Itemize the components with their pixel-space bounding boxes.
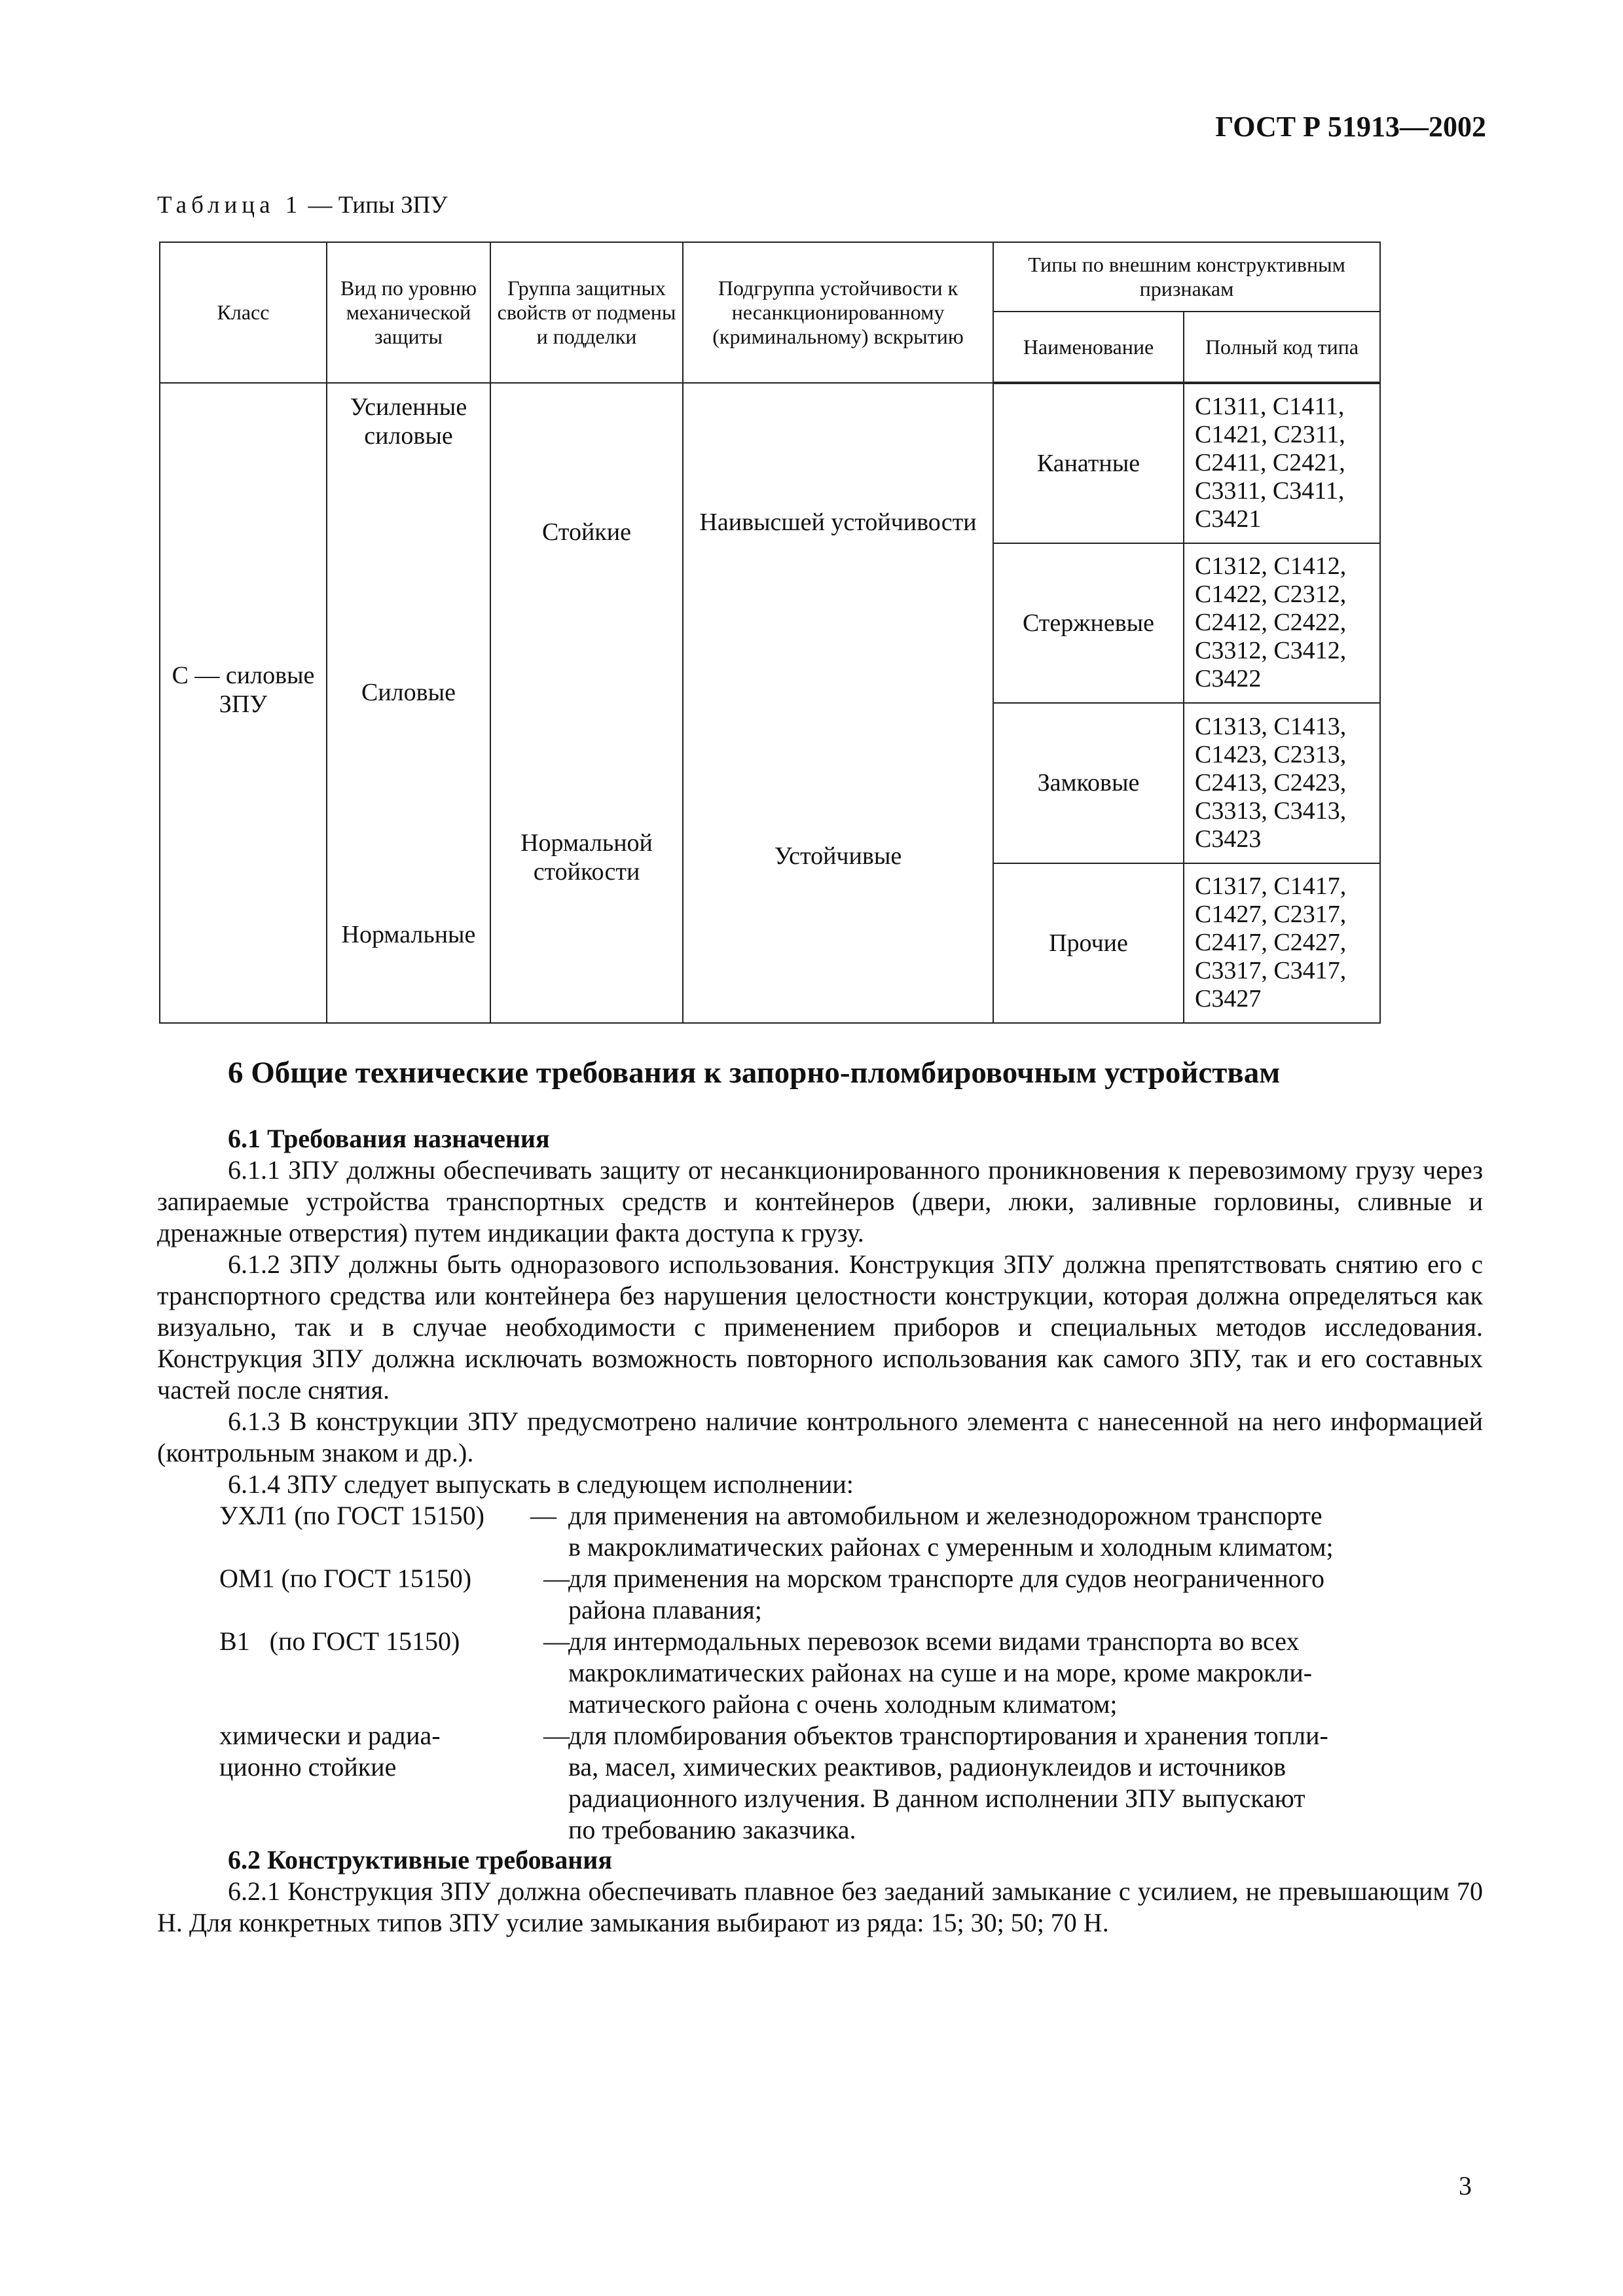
code-line: С1423, С2313, <box>1195 740 1347 768</box>
code-line: С3317, С3417, <box>1195 957 1347 985</box>
page-number: 3 <box>1459 2171 1472 2200</box>
section-title: 6 Общие технические требования к запорно-пломбировочным устройствам <box>228 1056 1281 1090</box>
paragraph-6-2-1: 6.2.1 Конструкция ЗПУ должна обеспечивать плавное без заеданий замыкание с усилием, не превышающим 70 Н. Для конкретных типов ЗПУ усилие замыкания выбирают из ряда: 15; 30; 50; 70 Н. <box>157 1876 1483 1937</box>
code-line: С2413, С2423, <box>1195 768 1347 797</box>
header-name: Наименование <box>993 312 1184 383</box>
code-line: С3312, С3412, <box>1195 637 1347 665</box>
code-line: С1313, С1413, <box>1195 712 1347 740</box>
version-dash: — <box>543 1564 570 1593</box>
code-line: С2412, С2422, <box>1195 609 1347 637</box>
paragraph-6-1-4: 6.1.4 ЗПУ следует выпускать в следующем исполнении: <box>228 1469 854 1499</box>
document-code: ГОСТ Р 51913—2002 <box>1215 111 1486 143</box>
cell-resistance-subgroup <box>683 383 993 1023</box>
version-dash: — <box>543 1626 570 1656</box>
type-codes <box>1184 543 1380 704</box>
paragraph-6-1-3: 6.1.3 В конструкции ЗПУ предусмотрено наличие контрольного элемента с нанесенной на него информацией (контрольным знаком и др.). <box>157 1407 1483 1467</box>
term-line: химически и радиа- <box>219 1721 441 1750</box>
description-line: для интермодальных перевозок всеми видами транспорта во всех <box>568 1626 1300 1656</box>
group-resistant: Стойкие <box>542 518 631 546</box>
term-line: ционно стойкие <box>219 1752 397 1782</box>
cell-protective-group <box>490 383 683 1023</box>
type-codes <box>1184 383 1380 543</box>
header-mech-protection: Вид по уровню механической защиты <box>327 242 490 383</box>
subsection-title: 6.2 Конструктивные требования <box>228 1845 612 1874</box>
code-line: С1317, С1417, <box>1195 872 1347 901</box>
version-description <box>568 1563 1485 1626</box>
type-codes <box>1184 863 1380 1024</box>
version-term: УХЛ1 (по ГОСТ 15150) <box>219 1501 484 1530</box>
description-line: для применения на автомобильном и железнодорожном транспорте <box>568 1501 1322 1530</box>
code-line: С1421, С2311, <box>1195 421 1345 449</box>
paragraph-6-1-1: 6.1.1 ЗПУ должны обеспечивать защиту от несанкционированного проникновения к перевозимому грузу через запираемые устройства транспортных средств и контейнеров (двери, люки, заливные горловины, сливные и дренажные отверстия) путем индикации факта доступа к грузу. <box>157 1155 1483 1247</box>
type-name: Стержневые <box>993 543 1184 704</box>
code-line: С3313, С3413, <box>1195 797 1347 825</box>
cell-class <box>160 383 327 1023</box>
code-line: С1422, С2312, <box>1195 581 1347 609</box>
header-protective-group: Группа защитных свойств от подмены и подделки <box>490 242 683 383</box>
description-line: для применения на морском транспорте для судов неограниченного <box>568 1564 1325 1593</box>
header-class: Класс <box>160 242 327 383</box>
type-codes <box>1184 703 1380 863</box>
code-line: С2417, С2427, <box>1195 929 1347 957</box>
header-resistance-subgroup: Подгруппа устойчивости к несанкционированному (криминальному) вскрытию <box>683 242 993 383</box>
code-line: С3423 <box>1195 825 1262 853</box>
version-description <box>568 1500 1485 1563</box>
mech-reinforced: Усиленные силовые <box>350 393 467 450</box>
code-line: С2411, С2421, <box>1195 449 1345 477</box>
code-line: С3427 <box>1195 985 1262 1013</box>
type-name: Прочие <box>993 863 1184 1024</box>
type-name: Канатные <box>993 383 1184 543</box>
mech-normal: Нормальные <box>341 921 476 948</box>
version-dash: — <box>543 1721 570 1750</box>
version-description <box>568 1626 1485 1720</box>
code-line: С1311, С1411, <box>1195 393 1345 421</box>
code-line: С3422 <box>1195 665 1262 693</box>
header-full-code: Полный код типа <box>1184 312 1380 383</box>
description-line: по требованию заказчика. <box>568 1815 856 1844</box>
zpu-types-table <box>159 242 1381 1024</box>
table-caption-prefix: Таблица 1 <box>157 192 302 219</box>
code-line: С1312, С1412, <box>1195 552 1347 581</box>
group-normal: Нормальной стойкости <box>520 829 653 886</box>
version-dash: — <box>530 1501 556 1530</box>
version-term: ОМ1 (по ГОСТ 15150) <box>219 1564 472 1593</box>
version-term <box>219 1720 441 1783</box>
header-type-features: Типы по внешним конструктивным признакам <box>993 242 1380 312</box>
description-line: макроклиматических районах на суше и на море, кроме макрокли- <box>568 1658 1313 1687</box>
subgroup-highest: Наивысшей устойчивости <box>699 509 977 536</box>
code-line: С3311, С3411, <box>1195 477 1345 505</box>
version-description <box>568 1720 1485 1846</box>
description-line: в макроклиматических районах с умеренным и холодным климатом; <box>568 1532 1334 1562</box>
description-line: ва, масел, химических реактивов, радионуклеидов и источников <box>568 1752 1286 1782</box>
subgroup-resistant: Устойчивые <box>774 842 902 870</box>
description-line: радиационного излучения. В данном исполнении ЗПУ выпускают <box>568 1784 1305 1813</box>
version-term: В1 (по ГОСТ 15150) <box>219 1626 460 1656</box>
code-line: С3421 <box>1195 505 1262 533</box>
cell-mech-protection <box>327 383 490 1023</box>
paragraph-6-1-2: 6.1.2 ЗПУ должны быть одноразового использования. Конструкция ЗПУ должна препятствовать снятию его с транспортного средства или контейнера без нарушения целостности конструкции, которая должна определяться как визуально, так и в случае необходимости с применением приборов и специальных методов исследования. Конструкция ЗПУ должна исключать возможность повторного использования как самого ЗПУ, так и его составных частей после снятия. <box>157 1249 1483 1405</box>
type-name: Замковые <box>993 703 1184 863</box>
table-caption-title: — Типы ЗПУ <box>302 192 448 219</box>
description-line: района плавания; <box>568 1595 762 1624</box>
table-caption <box>157 191 448 219</box>
subsection-title: 6.1 Требования назначения <box>228 1124 550 1153</box>
code-line: С1427, С2317, <box>1195 901 1347 929</box>
description-line: для пломбирования объектов транспортирования и хранения топли- <box>568 1721 1328 1750</box>
mech-power: Силовые <box>361 679 456 706</box>
class-value: С — силовые ЗПУ <box>172 662 315 718</box>
description-line: матического района с очень холодным климатом; <box>568 1689 1118 1719</box>
